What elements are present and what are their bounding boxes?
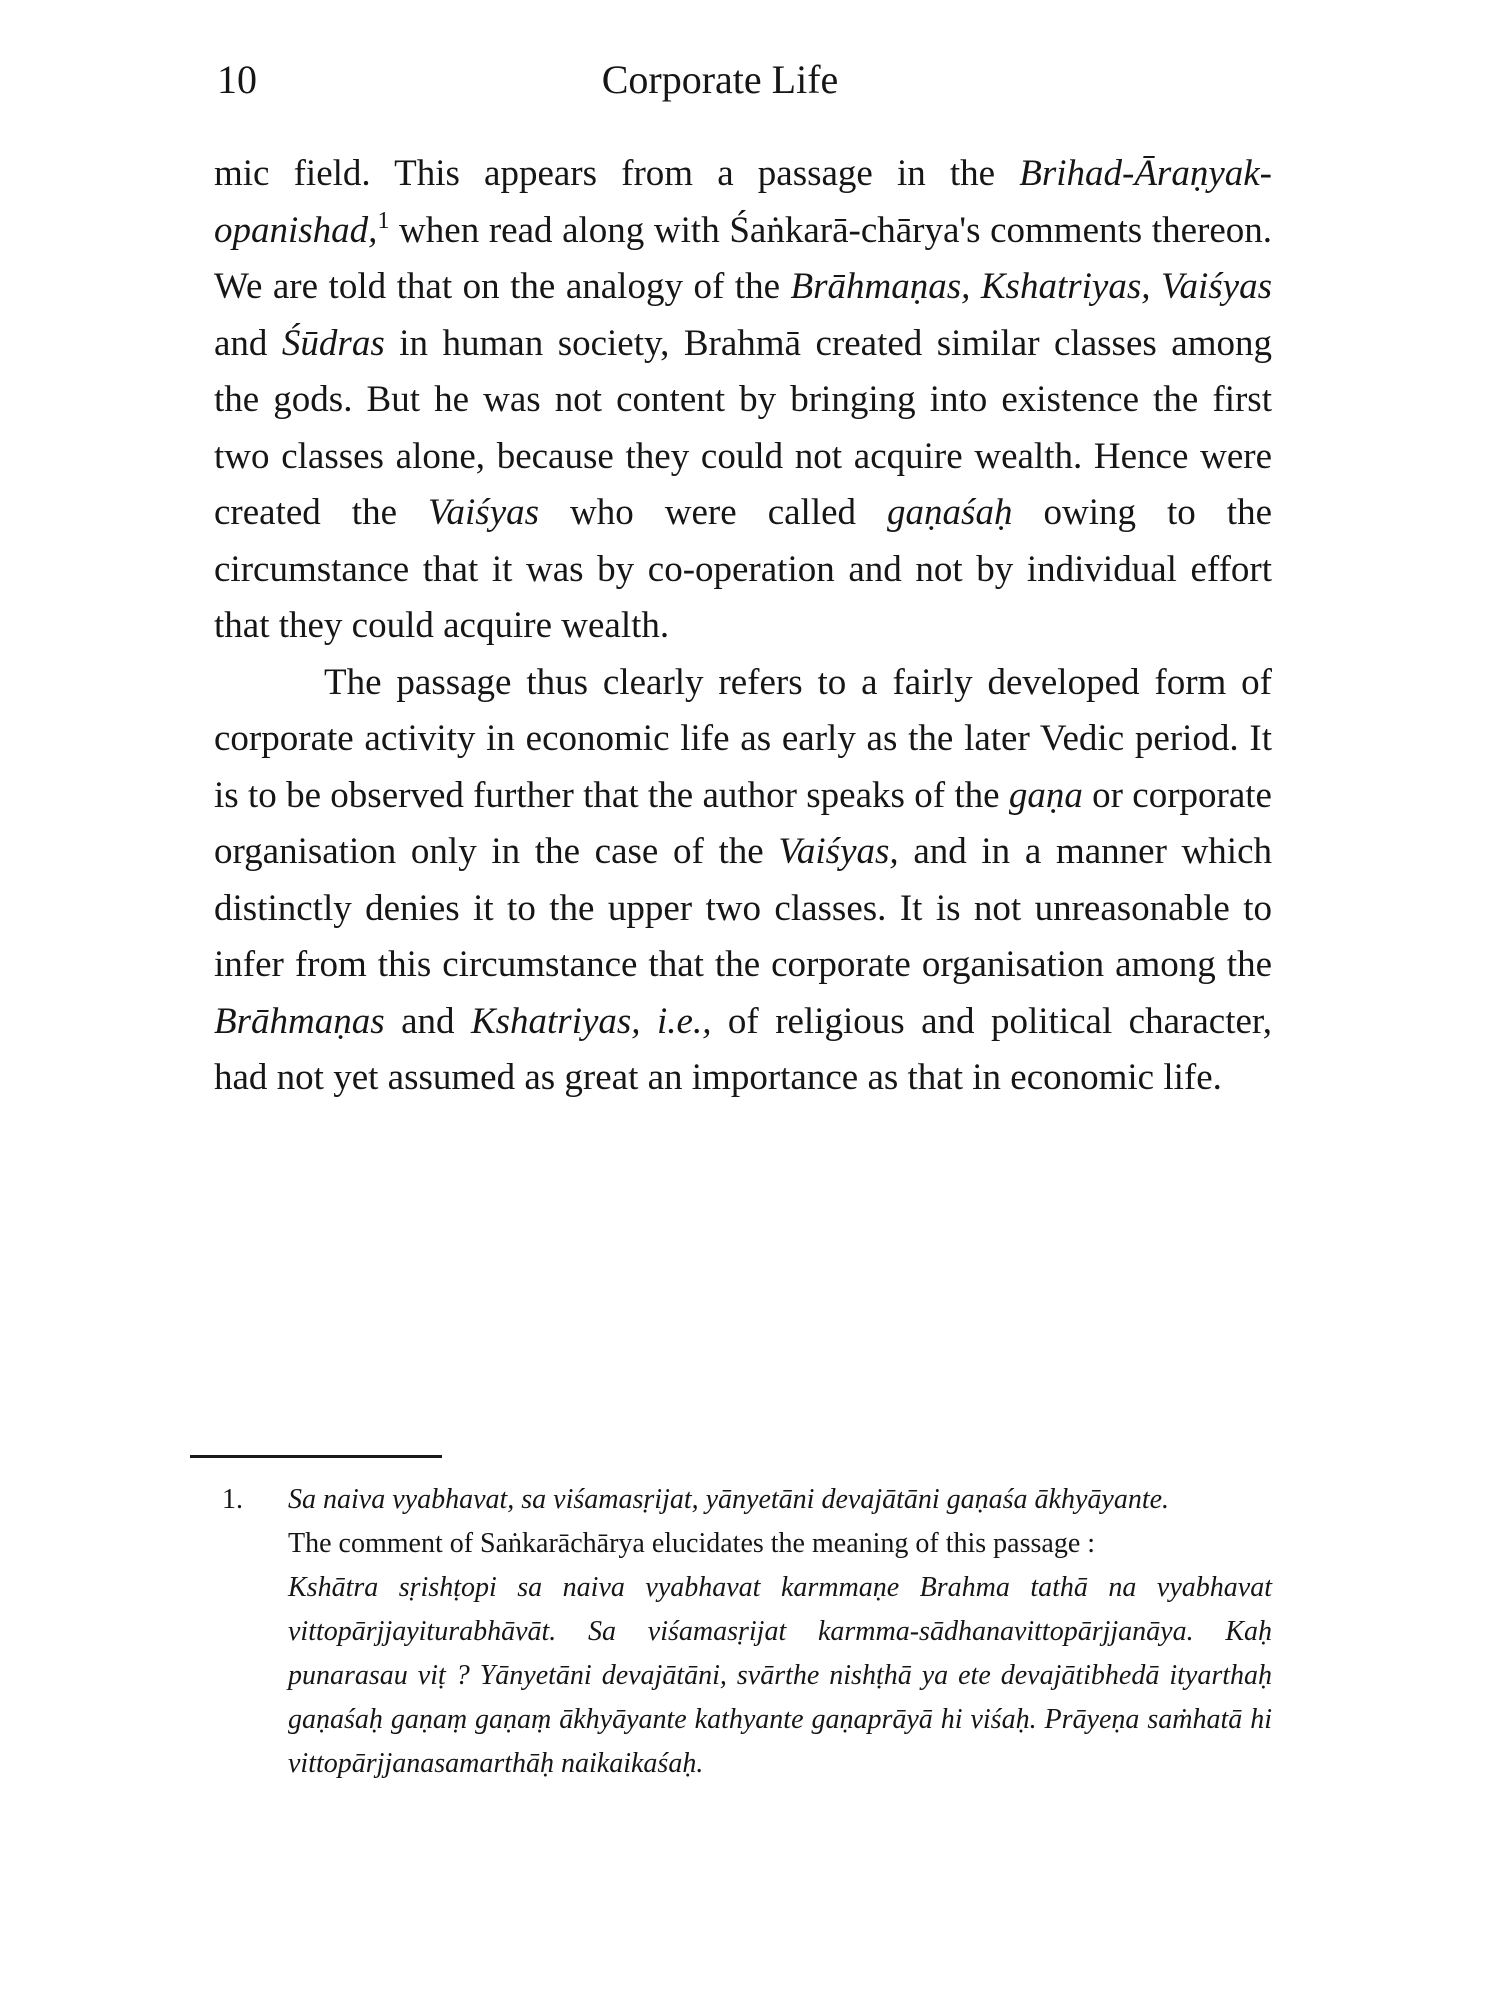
footnote [222,1478,1272,1786]
text-run: mic field. This appears from a passage in the [214,153,1020,194]
text-run: and [214,322,282,364]
italic-term: Śūdras [281,322,385,364]
italic-term: Brāhmaṇas [214,1000,385,1042]
italic-term: Brāhmaṇas, Kshatriyas, Vaiśyas [790,266,1272,307]
italic-term: Vaiśyas [428,492,540,533]
paragraph-2 [214,655,1272,1107]
text-run: of religious and political character, had not yet assumed as great an importance as that in economic life. [214,1000,1272,1098]
text-run: The passage thus clearly refers to a fairly developed form of corporate activity in economic life as early as the later Vedic period. It is to be observed further that the author speaks of the [214,661,1272,816]
page-number: 10 [217,57,257,102]
footnote-comment: The comment of Saṅkarāchārya elucidates the meaning of this passage : [288,1528,1096,1559]
italic-term: gaṇa [1008,774,1083,816]
text-run: or corporate organisation only in the case of the [214,774,1272,872]
text-run: who were called [539,492,888,533]
italic-term: Kshatriyas, i.e., [470,1000,712,1042]
text-run: and [384,1000,471,1042]
text-run: and in a manner which distinctly denies it to the upper two classes. It is not unreasonable to infer from this circumstance that the corporate organisation among the [214,831,1272,985]
running-title: Corporate Life [601,57,839,102]
footnote-divider [190,1455,442,1458]
italic-term: Brihad-Āraṇyak-opanishad, [214,153,1272,251]
paragraph-1 [214,146,1272,655]
footnote-number: 1. [222,1484,243,1515]
footnote-body [288,1478,1272,1786]
footnote-commentary: Kshātra sṛishṭopi sa naiva vyabhavat karmmaṇe Brahma tathā na vyabhavat vittopārjjayiturabhāvāt. Sa viśamasṛijat karmma-sādhanavittopārjjanāya. Kaḥ punarasau viṭ ? Yānyetāni devajātāni, svārthe nishṭhā ya ete devajātibhedā ityarthaḥ gaṇaśaḥ gaṇaṃ gaṇaṃ ākhyāyante kathyante gaṇaprāyā hi viśaḥ. Prāyeṇa saṁhatā hi vittopārjjanasamarthāḥ naikaikaśaḥ. [288,1572,1272,1779]
text-run: owing to the circumstance that it was by co-operation and not by individual effort that they could acquire wealth. [214,492,1272,646]
text-run: in human society, Brahmā created similar classes among the gods. But he was not content by bringing into existence the first two classes alone, because they could not acquire wealth. Hence were created the [214,322,1272,533]
italic-term: gaṇaśaḥ [887,492,1013,533]
main-text [214,146,1272,1107]
footnote-reference: 1 [377,207,390,234]
footnote-quote: Sa naiva vyabhavat, sa viśamasṛijat, yānyetāni devajātāni gaṇaśa ākhyāyante. [288,1484,1170,1515]
text-run: when read along with Śaṅkarā-chārya's comments thereon. We are told that on the analogy of the [214,209,1272,307]
italic-term: Vaiśyas, [778,831,899,872]
